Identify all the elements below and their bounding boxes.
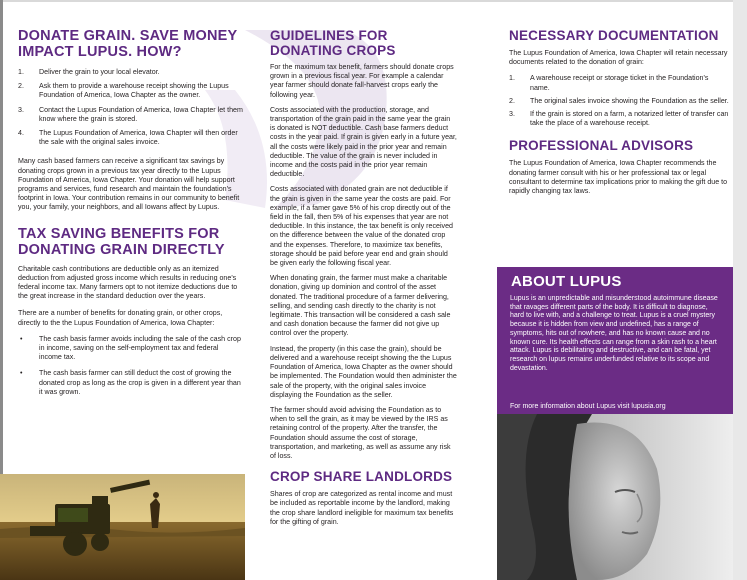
intro-paragraph: Many cash based farmers can receive a significant tax savings by donating crops grown in a previous tax year directly to the Lupus Foundation of America, Iowa Chapter. Your donation will help support programs and services, fund research and maintain the foundation's footprint in Iowa. Your contribution remains in our community to benefit you, your family, your neighbors, and all Iowans affect by Lupus. <box>18 157 240 212</box>
more-info-text: For more information about Lupus visit lupusia.org <box>510 403 666 410</box>
bullet-item <box>18 335 243 363</box>
list-text: Deliver the grain to your local elevator. <box>39 68 160 76</box>
list-number: 3. <box>18 105 24 114</box>
guidelines-paragraph: Costs associated with donated grain are not deductible if the grain is given in the same year the costs are paid. For example, if a famer gave 5% of his crop directly out of the field in the fall, then 5% of his expenses that year are not deductible. In this instance, the tax benefit is only received on the difference between the value of the donated crop and the expenses. Therefore, to maximize tax benefits, storage should be paid before year end and grain should be given early the following fiscal year. <box>270 185 453 268</box>
column-guidelines <box>270 28 457 527</box>
guidelines-paragraph: For the maximum tax benefit, farmers should donate crops grown in a previous fiscal year. For example a calendar year farmer should donate fall-harvest crops early the following year. <box>270 63 454 99</box>
bullet-text: The cash basis farmer avoids including the sale of the cash crop in income, saving on the self-employment tax and federal income tax. <box>39 334 241 362</box>
crop-share-paragraph: Shares of crop are categorized as rental income and must be included as reportable income by the landlord, making the crop share landlord ineligible for maximum tax benefits for the gifting of grain. <box>270 490 454 526</box>
heading-guidelines: GUIDELINES FOR DONATING CROPS <box>270 28 396 58</box>
documentation-list <box>509 74 729 128</box>
list-number: 1. <box>18 68 24 76</box>
list-text: If the grain is stored on a farm, a notarized letter of transfer can take the place of a warehouse receipt. <box>530 110 729 128</box>
list-text: Ask them to provide a warehouse receipt showing the Lupus Foundation of America, Iowa Chapter as the owner. <box>39 82 229 100</box>
list-text: The original sales invoice showing the Foundation as the seller. <box>530 96 729 105</box>
page-right-margin <box>733 0 747 580</box>
list-text: The Lupus Foundation of America, Iowa Chapter will then order the sale with the original sales invoice. <box>39 129 238 147</box>
list-item <box>18 82 243 100</box>
benefits-intro: There are a number of benefits for donating grain, or other crops, directly to the the Lupus Foundation of America, Iowa Chapter: <box>18 309 223 327</box>
heading-tax-saving: TAX SAVING BENEFITS FOR DONATING GRAIN DIRECTLY <box>18 225 225 258</box>
guidelines-paragraph: Costs associated with the production, storage, and transportation of the grain paid in the same year the grain is donated is NOT deductible. Cash base farmers deduct costs in the year paid. If grain is given early in a future year, all the costs were likely paid in the prior year and remain deductible. The value of the grain is never included in income and the costs paid in the prior year remain deductible. <box>270 105 457 179</box>
harvest-photo <box>0 474 245 580</box>
list-text: A warehouse receipt or storage ticket in the Foundation's name. <box>530 74 709 92</box>
column-documentation <box>509 28 729 196</box>
heading-about-lupus: ABOUT LUPUS <box>511 273 622 290</box>
list-number: 2. <box>509 96 515 105</box>
list-item <box>509 97 729 106</box>
steps-list <box>18 68 243 147</box>
list-item <box>509 74 729 92</box>
bullet-icon: • <box>20 334 23 343</box>
bullet-item <box>18 369 243 397</box>
advisors-paragraph: The Lupus Foundation of America, Iowa Chapter recommends the donating farmer consult with his or her professional tax or legal consultant to determine tax implications prior to making the gift due to rapidly changing tax laws. <box>509 159 728 196</box>
list-item <box>509 110 729 128</box>
list-number: 2. <box>18 82 24 91</box>
list-number: 3. <box>509 110 515 119</box>
heading-documentation: NECESSARY DOCUMENTATION <box>509 28 719 43</box>
heading-donate-grain: DONATE GRAIN. SAVE MONEY IMPACT LUPUS. HOW? <box>18 28 238 60</box>
list-item <box>18 68 243 77</box>
heading-advisors: PROFESSIONAL ADVISORS <box>509 138 694 154</box>
list-text: Contact the Lupus Foundation of America, Iowa Chapter let them know where the grain is stored. <box>39 105 243 123</box>
benefits-list <box>18 335 243 397</box>
about-lupus-panel <box>497 267 733 414</box>
list-number: 4. <box>18 129 24 138</box>
bullet-text: The cash basis farmer can still deduct the cost of growing the donated crop as long as the crop is given in a different year than it was grown. <box>39 369 241 396</box>
column-donate-grain <box>18 28 243 397</box>
about-paragraph: Lupus is an unpredictable and misunderstood autoimmune disease that ravages different parts of the body. It is difficult to diagnose, hard to live with, and a challenge to treat. Lupus is a cruel mystery because it is hidden from view and undefined, has a range of symptoms, hits out of nowhere, and has no known cause and no known cure. Its health effects can range from a skin rash to a heart attack. Lupus is debilitating and destructive, and can be fatal, yet research on lupus remains underfunded relative to its scope and devastation. <box>510 295 718 372</box>
list-item <box>18 129 243 147</box>
top-rule <box>0 0 747 2</box>
woman-portrait-photo <box>497 414 733 580</box>
tax-paragraph: Charitable cash contributions are deductible only as an itemized deduction from adjusted gross income which results in reducing one's federal income tax. Many farmers opt to not itemize deductions due to the great increase in the standard deduction over the years. <box>18 264 238 301</box>
bullet-icon: • <box>20 369 23 378</box>
list-number: 1. <box>509 74 515 83</box>
list-item <box>18 106 243 124</box>
guidelines-paragraph: Instead, the property (in this case the grain), should be delivered and a warehouse receipt showing the the Lupus Foundation of America, Iowa Chapter as the owner should be implemented. The Foundation would then administer the sale of the property, with the original sales invoice displaying the Foundation as the seller. <box>270 344 457 399</box>
guidelines-paragraph: The farmer should avoid advising the Foundation as to when to sell the grain, as it may be viewed by the IRS as retaining control of the property. After the transfer, the Foundation should assume the cost of storage, transportation, and marketing, as well as assume any risk of loss. <box>270 405 451 460</box>
guidelines-paragraph: When donating grain, the farmer must make a charitable donation, giving up dominion and control of the asset donated. The traditional procedure of a farmer delivering, selling, and sending cash directly to the charity is not legitimate. This transaction will be considered a cash sale and cash donation because the farmer did not give up control over the property. <box>270 274 451 338</box>
documentation-intro: The Lupus Foundation of America, Iowa Chapter will retain necessary documents related to the donation of grain: <box>509 49 728 67</box>
heading-crop-share: CROP SHARE LANDLORDS <box>270 469 453 485</box>
